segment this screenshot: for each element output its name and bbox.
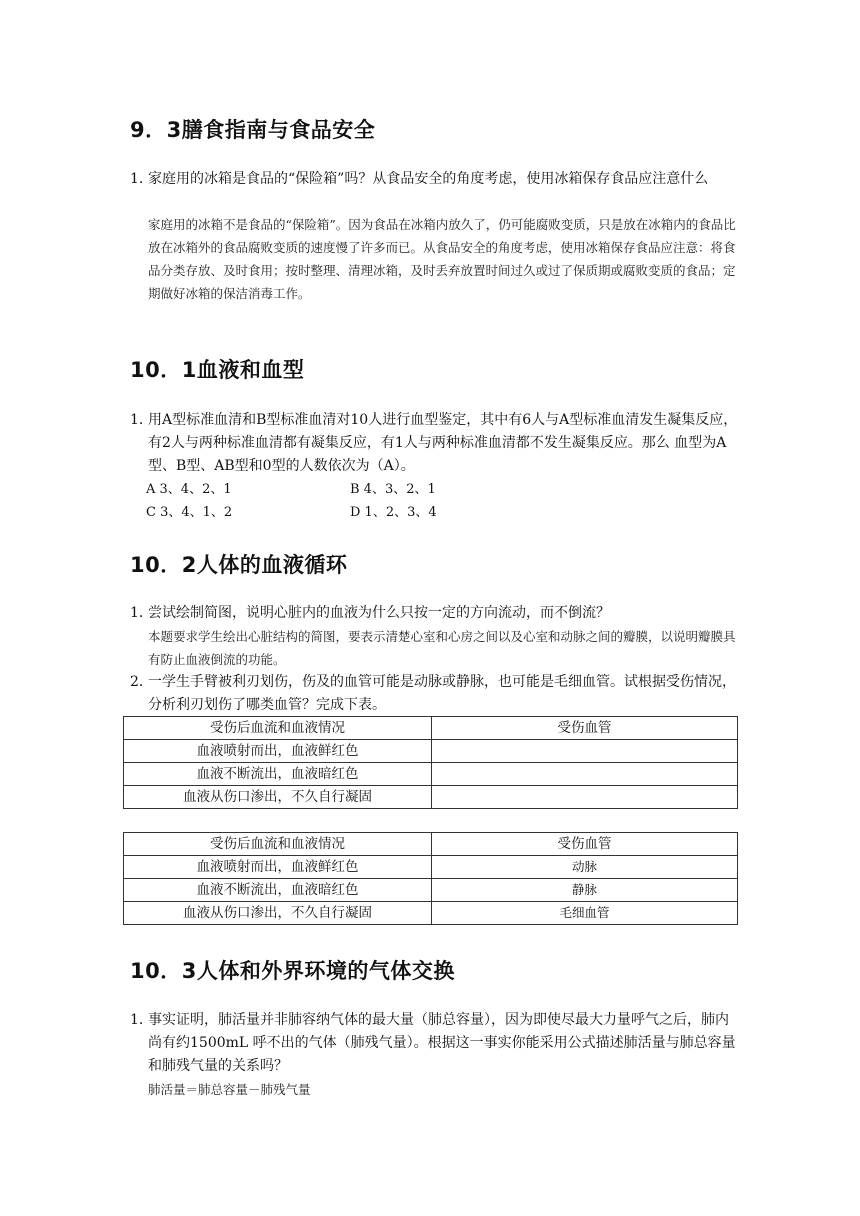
table-cell: 血液喷射而出，血液鲜红色: [124, 740, 432, 763]
question-10-1-1: [130, 409, 740, 478]
question-number: 1．: [130, 412, 153, 428]
table-header-cell: 受伤血管: [432, 717, 738, 740]
table-row: [124, 786, 738, 809]
blank-cell[interactable]: [432, 740, 738, 763]
table-cell: 血液不断流出，血液暗红色: [124, 879, 432, 902]
table-cell: 血液不断流出，血液暗红色: [124, 763, 432, 786]
table-cell: 血液喷射而出，血液鲜红色: [124, 856, 432, 879]
question-10-2-1: [130, 602, 740, 625]
question-10-3-1: [130, 1009, 740, 1078]
section-heading-9-3: 9．3膳食指南与食品安全: [130, 118, 376, 142]
table-header-row: [124, 717, 738, 740]
option-d: D 1、2、3、4: [350, 505, 437, 520]
table-row: [124, 856, 738, 879]
option-b: B 4、3、2、1: [350, 482, 436, 497]
table-row: [124, 902, 738, 925]
table-header-cell: 受伤后血流和血液情况: [124, 717, 432, 740]
section-heading-10-3: 10．3人体和外界环境的气体交换: [130, 959, 455, 983]
question-text: 用A型标准血清和B型标准血清对10人进行血型鉴定，其中有6人与A型标准血清发生凝集反应，有2人与两种标准血清都有凝集反应，有1人与两种标准血清都不发生凝集反应。那么 血型为A型、B型、AB型和0型的人数依次为（A）。: [148, 412, 738, 474]
option-a: A 3、4、2、1: [146, 482, 232, 497]
answer-cell: 毛细血管: [432, 902, 738, 925]
section-heading-10-1: 10．1血液和血型: [130, 358, 305, 382]
table-header-cell: 受伤后血流和血液情况: [124, 833, 432, 856]
question-number: 1．: [130, 1012, 153, 1028]
answer-table: [123, 832, 738, 925]
question-text: 一学生手臂被利刃划伤，伤及的血管可能是动脉或静脉，也可能是毛细血管。试根据受伤情况，分析利刃划伤了哪类血管？完成下表。: [148, 674, 736, 713]
question-text: 尝试绘制简图，说明心脏内的血液为什么只按一定的方向流动，而不倒流？: [148, 605, 610, 621]
section-heading-10-2: 10．2人体的血液循环: [130, 553, 348, 577]
answer-10-3-1: 肺活量＝肺总容量－肺残气量: [148, 1082, 311, 1097]
option-c: C 3、4、1、2: [146, 505, 233, 520]
blank-cell[interactable]: [432, 786, 738, 809]
table-header-row: [124, 833, 738, 856]
question-text: 家庭用的冰箱是食品的“保险箱”吗？从食品安全的角度考虑，使用冰箱保存食品应注意什么: [148, 171, 709, 187]
blank-cell[interactable]: [432, 763, 738, 786]
table-row: [124, 879, 738, 902]
question-number: 1．: [130, 605, 153, 621]
table-row: [124, 763, 738, 786]
question-text: 事实证明，肺活量并非肺容纳气体的最大量（肺总容量），因为即使尽最大力量呼气之后，肺内尚有约1500mL 呼不出的气体（肺残气量）。根据这一事实你能采用公式描述肺活量与肺总容量和肺残气量的关系吗？: [148, 1012, 736, 1074]
answer-9-3-1: 家庭用的冰箱不是食品的“保险箱”。因为食品在冰箱内放久了，仍可能腐败变质，只是放在冰箱内的食品比放在冰箱外的食品腐败变质的速度慢了许多而已。从食品安全的角度考虑，使用冰箱保存食品应注意：将食品分类存放、及时食用；按时整理、清理冰箱，及时丢弃放置时间过久或过了保质期或腐败变质的食品；定期做好冰箱的保洁消毒工作。: [148, 217, 736, 301]
answer-cell: 动脉: [432, 856, 738, 879]
table-cell: 血液从伤口渗出，不久自行凝固: [124, 902, 432, 925]
answer-10-2-1: 本题要求学生绘出心脏结构的简图，要表示清楚心室和心房之间以及心室和动脉之间的瓣膜，以说明瓣膜具有防止血液倒流的功能。: [148, 629, 736, 667]
question-10-2-2: [130, 671, 740, 717]
question-9-3-1: [130, 168, 740, 191]
answer-cell: 静脉: [432, 879, 738, 902]
question-number: 1．: [130, 171, 153, 187]
blank-table: [123, 716, 738, 809]
table-row: [124, 740, 738, 763]
table-header-cell: 受伤血管: [432, 833, 738, 856]
table-cell: 血液从伤口渗出，不久自行凝固: [124, 786, 432, 809]
question-number: 2．: [130, 674, 153, 690]
